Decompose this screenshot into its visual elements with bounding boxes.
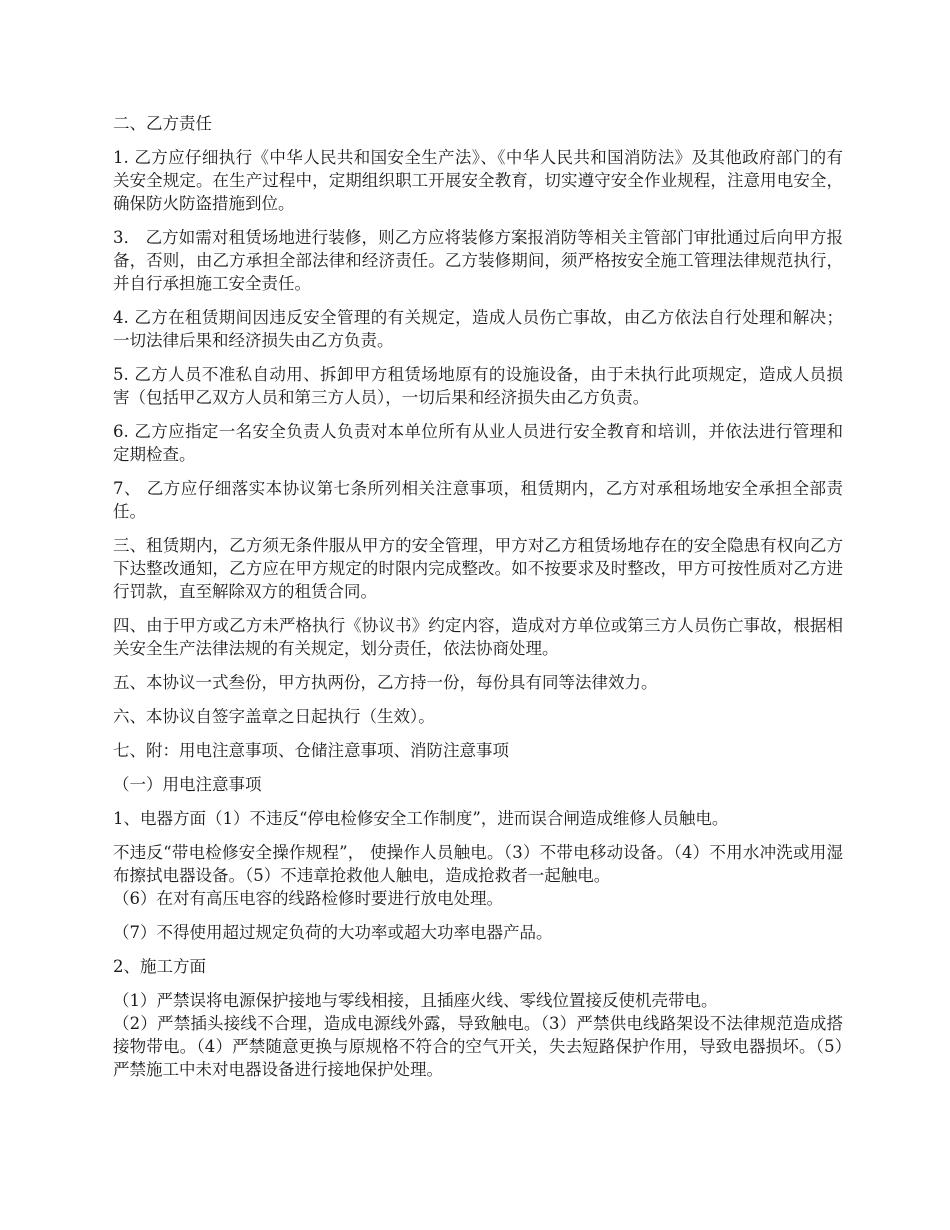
item-2-construction-heading: 2、施工方面 — [113, 957, 206, 976]
section-7-appendix: 七、附：用电注意事项、仓储注意事项、消防注意事项 — [113, 741, 509, 760]
clause-1-safety-laws: 1. 乙方应仔细执行《中华人民共和国安全生产法》、《中华人民共和国消防法》及其他政府部门的有关安全规定。在生产过程中，定期组织职工开展安全教育，切实遵守安全作业规程，注意用电安全，确保防火防盗措施到位。 — [113, 148, 843, 213]
section-heading-party-b-responsibility: 二、乙方责任 — [113, 114, 212, 133]
section-4-dispute: 四、由于甲方或乙方未严格执行《协议书》约定内容，造成对方单位或第三方人员伤亡事故，根据相关安全生产法律法规的有关规定，划分责任，依法协商处理。 — [113, 616, 843, 658]
document-page — [113, 112, 843, 1092]
clause-5-facility-damage: 5. 乙方人员不准私自动用、拆卸甲方租赁场地原有的设施设备，由于未执行此项规定，造成人员损害（包括甲乙双方人员和第三方人员），一切后果和经济损失由乙方负责。 — [113, 365, 843, 407]
item-1-6-discharge: （6）在对有高压电容的线路检修时要进行放电处理。 — [113, 889, 503, 908]
subsection-electricity-heading: （一）用电注意事项 — [113, 775, 262, 794]
clause-3-renovation: 3． 乙方如需对租赁场地进行装修，则乙方应将装修方案报消防等相关主管部门审批通过后向甲方报备，否则，由乙方承担全部法律和经济责任。乙方装修期间，须严格按安全施工管理法律规范执行，并自行承担施工安全责任。 — [113, 228, 843, 293]
item-2-2-wiring: （2）严禁插头接线不合理，造成电源线外露，导致触电。（3）严禁供电线路架设不法律规范造成搭接物带电。（4）严禁随意更换与原规格不符合的空气开关，失去短路保护作用，导致电器损坏。（5）严禁施工中未对电器设备进行接地保护处理。 — [113, 1014, 843, 1079]
item-1-7-high-power: （7）不得使用超过规定负荷的大功率或超大功率电器产品。 — [113, 923, 553, 942]
section-6-effective: 六、本协议自签字盖章之日起执行（生效）。 — [113, 707, 435, 726]
clause-4-accident-liability: 4. 乙方在租赁期间因违反安全管理的有关规定，造成人员伤亡事故，由乙方依法自行处理和解决；一切法律后果和经济损失由乙方负责。 — [113, 308, 843, 350]
section-3-rectification: 三、租赁期内，乙方须无条件服从甲方的安全管理，甲方对乙方租赁场地存在的安全隐患有权向乙方下达整改通知，乙方应在甲方规定的时限内完成整改。如不按要求及时整改，甲方可按性质对乙方进行罚款，直至解除双方的租赁合同。 — [113, 536, 843, 601]
item-1-electrical: 1、电器方面（1）不违反“停电检修安全工作制度”，进而误合闸造成维修人员触电。 — [113, 809, 729, 828]
clause-7-precautions: 7、 乙方应仔细落实本协议第七条所列相关注意事项，租赁期内，乙方对承租场地安全承担全部责任。 — [113, 479, 843, 521]
item-2-1-grounding: （1）严禁误将电源保护接地与零线相接，且插座火线、零线位置接反使机壳带电。 — [113, 991, 718, 1010]
clause-6-safety-officer: 6. 乙方应指定一名安全负责人负责对本单位所有从业人员进行安全教育和培训，并依法进行管理和定期检查。 — [113, 422, 843, 464]
item-1-continuation: 不违反“带电检修安全操作规程”， 使操作人员触电。（3）不带电移动设备。（4）不用水冲洗或用湿布擦拭电器设备。（5）不违章抢救他人触电，造成抢救者一起触电。 — [113, 843, 843, 885]
section-5-copies: 五、本协议一式叁份，甲方执两份，乙方持一份，每份具有同等法律效力。 — [113, 673, 658, 692]
